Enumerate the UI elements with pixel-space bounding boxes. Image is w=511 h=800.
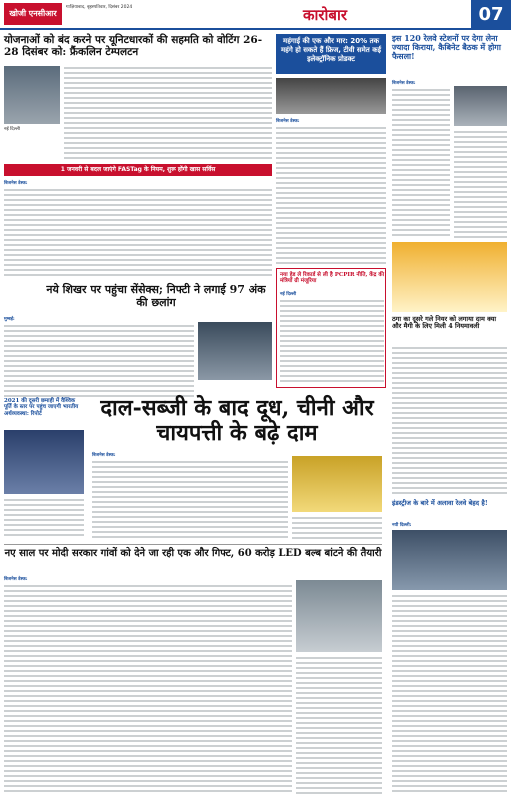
headline-fastag: 1 जनवरी से बदल जाएंगे FASTag के नियम, शुरू होंगी खास सर्विस xyxy=(4,164,272,176)
pcpir-box xyxy=(276,268,386,388)
city-label: नई दिल्ली xyxy=(4,127,20,132)
headline-economy: 2021 की दूसरी छमाही में वैश्विक पूर्ति के स्तर पर पहुंच जाएगी भारतीय अर्थव्यवस्था: रिपोर्ट xyxy=(4,398,79,417)
electronics-body xyxy=(276,126,386,266)
sensex-body xyxy=(4,324,194,398)
railway-body xyxy=(392,88,450,238)
newspaper-logo: खोजी एनसीआर xyxy=(4,3,62,25)
milk-byline: बिजनेस डेस्क: xyxy=(92,453,116,458)
dateline: गाज़ियाबाद, बृहस्पतिवार, दिसंबर 2024 xyxy=(66,5,133,10)
honey-body xyxy=(392,346,507,496)
page-number: 07 xyxy=(471,0,511,30)
oil-photo xyxy=(292,456,382,512)
electronics-byline: बिजनेस डेस्क: xyxy=(276,119,300,124)
economy-photo xyxy=(4,430,84,494)
led-byline: बिजनेस डेस्क: xyxy=(4,577,28,582)
railway-byline: बिजनेस डेस्क: xyxy=(392,81,416,86)
pcpir-body xyxy=(280,299,384,385)
divider-led xyxy=(4,544,382,545)
headline-franklin: योजनाओं को बंद करने पर यूनिटधारकों की सहमति को वोटिंग 26-28 दिसंबर को: फ्रैंकलिन टेम्पलटन xyxy=(4,34,263,59)
franklin-body xyxy=(64,66,272,162)
section-title: कारोबार xyxy=(302,6,347,24)
headline-industry: इंडस्ट्रीज के बारे में अलावा रेलवे बेहद है! xyxy=(392,499,488,507)
electronics-photo xyxy=(276,78,386,114)
pcpir-city: नई दिल्ली xyxy=(280,292,297,297)
milk-body xyxy=(92,460,288,540)
industry-photo xyxy=(392,530,507,590)
headline-electronics: महंगाई की एक और मार: 20% तक महंगे हो सकते हैं फ्रिज, टीवी समेत कई इलेक्ट्रॉनिक प्रोडक्ट xyxy=(276,34,386,74)
sensex-photo xyxy=(198,322,272,380)
led-body xyxy=(4,584,292,794)
headline-led: नए साल पर मोदी सरकार गांवों को देने जा रही एक और गिफ्ट, 60 करोड़ LED बल्ब बांटने की तैयारी xyxy=(4,548,382,559)
franklin-photo xyxy=(4,66,60,124)
railway-photo xyxy=(454,86,507,126)
modi-photo xyxy=(296,580,382,652)
headline-milk-sugar: दाल-सब्जी के बाद दूध, चीनी और चायपत्ती के बढ़े दाम xyxy=(100,395,374,447)
fastag-byline: बिजनेस डेस्क: xyxy=(4,181,28,186)
industry-body xyxy=(392,594,507,794)
pcpir-title: नया हेड ले रिकार्ड से ली है PCPIR नीति, केंद्र की मंत्रियों ग्री मंजूरिया xyxy=(280,272,385,285)
headline-railway: इस 120 रेलवे स्टेशनों पर देगा लेना ज्यादा किराया, कैबिनेट बैठक में होगा फैसला! xyxy=(392,33,501,62)
milk-body-2 xyxy=(292,516,382,540)
masthead xyxy=(0,0,511,30)
fastag-body xyxy=(4,188,272,278)
railway-body-2 xyxy=(454,130,507,238)
sensex-byline: मुम्बई: xyxy=(4,317,15,322)
led-body-2 xyxy=(296,656,382,794)
industry-byline: नयी दिल्ली: xyxy=(392,523,412,528)
headline-honey: ठगा का दूसरे गले नियर को लगाया दाम क्‍या और मैगी के लिए मिली 4 नियमावली xyxy=(392,315,497,331)
headline-sensex: नये शिखर पर पहुंचा सेंसेक्स; निफ्टी ने लगाई 97 अंक की छलांग xyxy=(46,283,266,309)
economy-body xyxy=(4,498,84,538)
honey-photo xyxy=(392,242,507,312)
